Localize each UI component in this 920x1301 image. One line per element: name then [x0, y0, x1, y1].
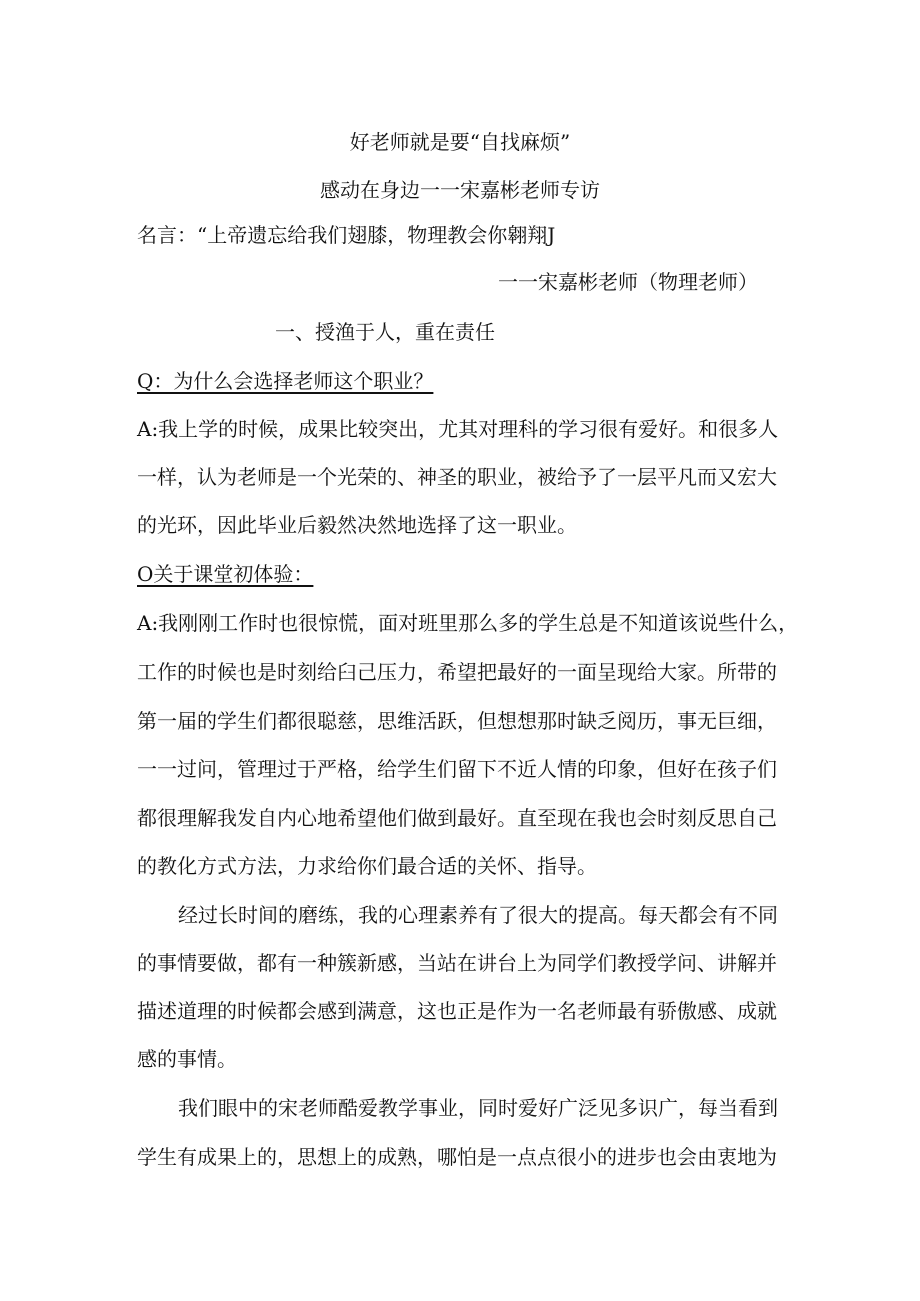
question-1: Q：为什么会选择老师这个职业？ [137, 369, 434, 393]
text-line: 一一过问，管理过于严格，给学生们留下不近人情的印象，但好在孩子们 [137, 757, 777, 781]
text-line: 的光环，因此毕业后毅然决然地选择了这一职业。 [137, 513, 577, 537]
text-line: 的事情要做，都有一种簇新感，当站在讲台上为同学们教授学问、讲解并 [137, 951, 777, 975]
quote-attribution: 一一宋嘉彬老师（物理老师） [498, 270, 758, 294]
article-subtitle: 感动在身边一一宋嘉彬老师专访 [320, 178, 600, 202]
quote-text: 名言：“上帝遗忘给我们翅膝，物理教会你翱翔J [137, 223, 556, 247]
text-line: A:我上学的时候，成果比较突出，尤其对理科的学习很有爱好。和很多人 [137, 417, 779, 441]
text-line: 学生有成果上的，思想上的成熟，哪怕是一点点很小的进步也会由衷地为 [137, 1145, 777, 1169]
question-2: O关于课堂初体验： [137, 562, 314, 586]
text-line: 一样，认为老师是一个光荣的、神圣的职业，被给予了一层平凡而又宏大 [137, 465, 777, 489]
text-line: 经过长时间的磨练，我的心理素养有了很大的提高。每天都会有不同 [178, 903, 778, 927]
article-title: 好老师就是要“自找麻烦” [349, 130, 571, 154]
text-line: 工作的时候也是时刻给臼己压力，希望把最好的一面呈现给大家。所带的 [137, 660, 777, 684]
section-heading: 一、授渔于人，重在责任 [275, 320, 495, 344]
text-line: 描述道理的时候都会感到满意，这也正是作为一名老师最有骄傲感、成就 [137, 999, 777, 1023]
text-line: 的教化方式方法，力求给你们最合适的关怀、指导。 [137, 854, 597, 878]
text-line: A:我刚刚工作时也很惊慌，面对班里那么多的学生总是不知道该说些什么， [137, 611, 799, 635]
text-line: 感的事情。 [137, 1047, 237, 1071]
text-line: 都很理解我发自内心地希望他们做到最好。直至现在我也会时刻反思自己 [137, 806, 777, 830]
text-line: 我们眼中的宋老师酷爱教学事业，同时爱好广泛见多识广，每当看到 [178, 1096, 778, 1120]
text-line: 第一届的学生们都很聪慈，思维活跃，但想想那时缺乏阅历，事无巨细， [137, 709, 777, 733]
